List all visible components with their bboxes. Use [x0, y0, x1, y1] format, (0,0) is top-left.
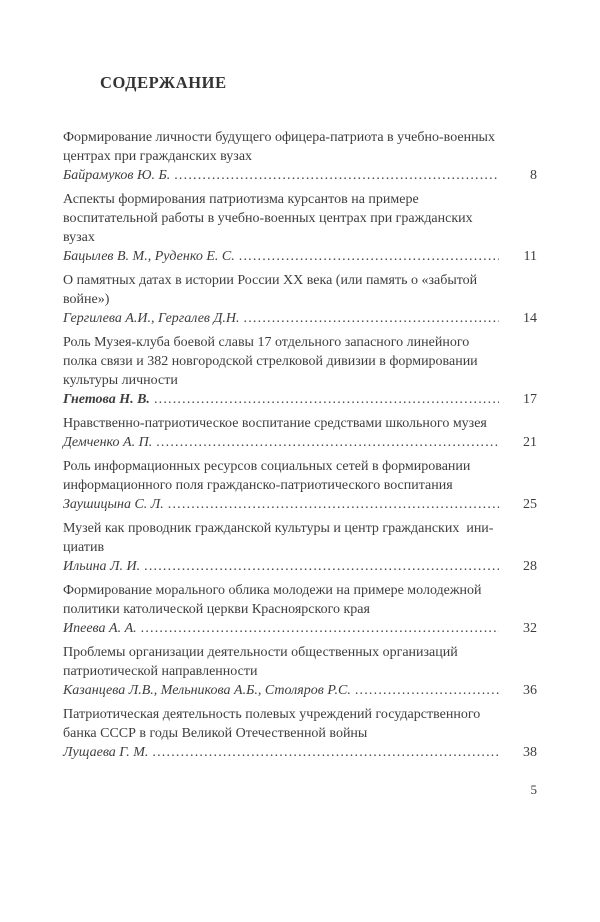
- toc-entry: [63, 581, 537, 638]
- entry-title-line: Роль информационных ресурсов социальных сетей в формировании: [63, 459, 471, 474]
- entry-page-number: 21: [523, 435, 537, 450]
- entry-title: [63, 457, 537, 495]
- entry-authors: Гергилева А.И., Гергалев Д.Н.: [63, 311, 240, 326]
- toc-list: [63, 128, 537, 762]
- entry-title-line: Роль Музея-клуба боевой славы 17 отдельного запасного линейного: [63, 335, 470, 350]
- entry-page-number: 17: [523, 392, 537, 407]
- entry-page-number: 36: [523, 683, 537, 698]
- toc-entry: [63, 190, 537, 266]
- entry-title-line: вузах: [63, 230, 95, 245]
- entry-author-row: [63, 743, 537, 762]
- entry-authors: Ильина Л. И.: [63, 559, 141, 574]
- entry-title-line: Нравственно-патриотическое воспитание средствами школьного музея: [63, 416, 487, 431]
- entry-title-line: центрах при гражданских вузах: [63, 149, 253, 164]
- entry-author-row: [63, 557, 537, 576]
- entry-authors: Гнетова Н. В.: [63, 392, 150, 407]
- dot-leader: [144, 557, 499, 576]
- entry-title: [63, 643, 537, 681]
- entry-author-row: [63, 619, 537, 638]
- dot-leader: [355, 681, 499, 700]
- entry-page-number: 11: [523, 249, 537, 264]
- dot-leader: [174, 166, 499, 185]
- toc-entry: [63, 333, 537, 409]
- entry-title-line: Формирование морального облика молодежи на примере молодежной: [63, 583, 482, 598]
- entry-page-number: 38: [523, 745, 537, 760]
- entry-authors: Заушицына С. Л.: [63, 497, 164, 512]
- entry-author-row: [63, 247, 537, 266]
- entry-title: [63, 190, 537, 247]
- entry-title-line: войне»): [63, 292, 110, 307]
- entry-title: [63, 271, 537, 309]
- entry-page-number: 14: [523, 311, 537, 326]
- entry-title: [63, 705, 537, 743]
- entry-author-row: [63, 390, 537, 409]
- dot-leader: [168, 495, 499, 514]
- toc-entry: [63, 457, 537, 514]
- dot-leader: [156, 433, 499, 452]
- entry-page-number: 25: [523, 497, 537, 512]
- entry-title-line: Проблемы организации деятельности общественных организаций: [63, 645, 458, 660]
- entry-authors: Казанцева Л.В., Мельникова А.Б., Столяров Р.С.: [63, 683, 351, 698]
- toc-entry: [63, 128, 537, 185]
- entry-authors: Ипеева А. А.: [63, 621, 137, 636]
- page-number: 5: [530, 782, 537, 797]
- entry-title: [63, 128, 537, 166]
- entry-title-line: Формирование личности будущего офицера-патриота в учебно-военных: [63, 130, 495, 145]
- entry-author-row: [63, 681, 537, 700]
- toc-entry: [63, 271, 537, 328]
- entry-title: [63, 414, 537, 433]
- entry-authors: Лущаева Г. М.: [63, 745, 149, 760]
- toc-entry: [63, 414, 537, 452]
- entry-title-line: воспитательной работы в учебно-военных центрах при гражданских: [63, 211, 473, 226]
- entry-authors: Байрамуков Ю. Б.: [63, 168, 171, 183]
- toc-entry: [63, 643, 537, 700]
- entry-authors: Демченко А. П.: [63, 435, 153, 450]
- dot-leader: [152, 743, 499, 762]
- entry-title: [63, 333, 537, 390]
- document-page: [0, 73, 600, 922]
- dot-leader: [141, 619, 499, 638]
- entry-author-row: [63, 166, 537, 185]
- entry-title-line: Аспекты формирования патриотизма курсантов на примере: [63, 192, 419, 207]
- entry-authors: Бацылев В. М., Руденко Е. С.: [63, 249, 235, 264]
- entry-title-line: Патриотическая деятельность полевых учреждений государственного: [63, 707, 481, 722]
- entry-page-number: 28: [523, 559, 537, 574]
- entry-title-line: патриотической направленности: [63, 664, 258, 679]
- dot-leader: [244, 309, 499, 328]
- entry-page-number: 8: [530, 168, 537, 183]
- entry-title: [63, 581, 537, 619]
- entry-title-line: информационного поля гражданско-патриотического воспитания: [63, 478, 453, 493]
- entry-title: [63, 519, 537, 557]
- entry-title-line: О памятных датах в истории России ХХ века (или память о «забытой: [63, 273, 478, 288]
- entry-title-line: Музей как проводник гражданской культуры и центр гражданских ини-: [63, 521, 494, 536]
- toc-entry: [63, 519, 537, 576]
- dot-leader: [239, 247, 499, 266]
- entry-title-line: банка СССР в годы Великой Отечественной войны: [63, 726, 368, 741]
- toc-entry: [63, 705, 537, 762]
- entry-title-line: культуры личности: [63, 373, 178, 388]
- toc-heading: СОДЕРЖАНИЕ: [100, 73, 227, 92]
- entry-author-row: [63, 495, 537, 514]
- entry-author-row: [63, 433, 537, 452]
- dot-leader: [154, 390, 499, 409]
- entry-page-number: 32: [523, 621, 537, 636]
- entry-title-line: политики католической церкви Красноярского края: [63, 602, 370, 617]
- entry-title-line: полка связи и 382 новгородской стрелковой дивизии в формировании: [63, 354, 478, 369]
- entry-author-row: [63, 309, 537, 328]
- entry-title-line: циатив: [63, 540, 105, 555]
